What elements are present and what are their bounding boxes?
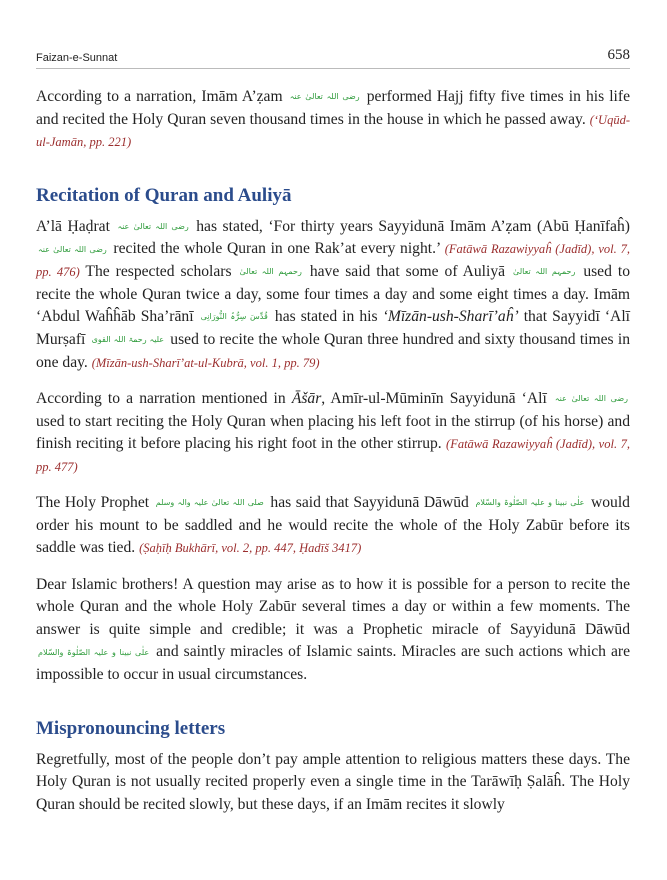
paragraph-mispronouncing: Regretfully, most of the people don’t pay ample attention to religious matters these days. The Holy Quran is not usually recited properly even a single time in the Tarāwīḥ Ṣalāĥ. The Holy Quran should be recited slowly, but these days, if an Imām recites it slowly — [36, 750, 630, 813]
paragraph-hajj: According to a narration, Imām A’ẓam رضی اللہ تعالیٰ عنہ performed Hajj fifty five times in his life and recited the Holy Quran seven thousand times in the house in which he passed away. (‘Uqūd-ul-Jamān, pp. 221) — [36, 88, 630, 150]
section-heading: Mispronouncing letters — [36, 717, 226, 739]
paragraph-auliya: A’lā Ḥaḍrat رضی اللہ تعالیٰ عنہ has stated, ‘For thirty years Sayyidunā Imām A’ẓam (Abū Ḥanīfaĥ) رضی اللہ تعالیٰ عنہ recited the whole Quran in one Rak’at every night.’ (Fatāwā Razawiyyaĥ (Jadīd), vol. 7, pp. 476) The respected scholars رحمہم اللہ تعالیٰ have said that some of Auliyā رحمہم اللہ تعالیٰ used to recite the whole Quran twice a day, some four times a day and some eight times a day. Imām ‘Abdul Waĥĥāb Sha’rānī قُدِّسَ سِرُّہُ النُّورَانِی has stated in his ‘Mīzān-ush-Sharī’aĥ’ that Sayyidī ‘Alī Murṣafī علیہ رحمۃ اللہ القوی used to recite the whole Quran three hundred and sixty thousand times in one day. (Mīzān-ush-Sharī’at-ul-Kubrā, vol. 1, pp. 79) — [36, 217, 631, 371]
honorific-radiyallah: رضی اللہ تعالیٰ عنہ — [289, 92, 360, 102]
paragraph-dawud: The Holy Prophet صلی اللہ تعالیٰ علیہ والہ وسلم has said that Sayyidunā Dāwūd علٰی نبینا و علیہ الصّلٰوۃ والسّلام would order his mount to be saddled and he would recite the whole of the Holy Zabūr before its saddle was tied. (Ṣaḥīḥ Bukhārī, vol. 2, pp. 447, Ḥadīš 3417) — [36, 494, 630, 557]
reference: (Fatāwā Razawiyyaĥ (Jadīd), vol. 7, pp. 476) — [36, 242, 631, 280]
book-title: ‘Mīzān-ush-Sharī’aĥ’ — [382, 308, 519, 326]
reference: (Fatāwā Razawiyyaĥ (Jadīd), vol. 7, pp. 477) — [36, 437, 630, 474]
honorific-quddisa: قُدِّسَ سِرُّہُ النُّورَانِی — [200, 312, 268, 322]
honorific-rahimahum: رحمہم اللہ تعالیٰ — [513, 267, 576, 277]
honorific-ala-nabiyyina: علٰی نبینا و علیہ الصّلٰوۃ والسّلام — [38, 647, 150, 657]
section-heading: Recitation of Quran and Auliyā — [36, 184, 292, 206]
honorific-radiyallah: رضی اللہ تعالیٰ عنہ — [554, 394, 629, 404]
reference: (‘Uqūd-ul-Jamān, pp. 221) — [36, 112, 630, 150]
honorific-radiyallah: رضی اللہ تعالیٰ عنہ — [38, 244, 107, 254]
honorific-radiyallah: رضی اللہ تعالیٰ عنہ — [117, 221, 189, 231]
honorific-ala-nabiyyina: علٰی نبینا و علیہ الصّلٰوۃ والسّلام — [475, 498, 585, 508]
running-title: Faizan-e-Sunnat — [36, 52, 118, 64]
honorific-salallahu: صلی اللہ تعالیٰ علیہ والہ وسلم — [155, 498, 264, 508]
reference: (Mīzān-ush-Sharī’at-ul-Kubrā, vol. 1, pp. 79) — [91, 355, 320, 370]
honorific-alayhi-rahmah: علیہ رحمۃ اللہ القوی — [91, 335, 165, 345]
page-header — [36, 44, 630, 69]
honorific-rahimahum: رحمہم اللہ تعالیٰ — [239, 267, 302, 277]
reference: (Ṣaḥīḥ Bukhārī, vol. 2, pp. 447, Ḥadīš 3417) — [139, 541, 362, 556]
paragraph-miracles: Dear Islamic brothers! A question may arise as to how it is possible for a person to recite the whole Quran and the whole Holy Zabūr several times a day or within a few moments. The answer is quite simple and credible; it was a Prophetic miracle of Sayyidunā Dāwūd علٰی نبینا و علیہ الصّلٰوۃ والسّلام and saintly miracles of Islamic saints. Miracles are such actions which are impossible to occur in usual circumstances. — [36, 575, 630, 684]
page-content — [36, 86, 630, 816]
book-title: Āšār — [291, 390, 322, 408]
page-number: 658 — [607, 47, 630, 63]
paragraph-ali: According to a narration mentioned in Āšār, Amīr-ul-Mūminīn Sayyidunā ‘Alī رضی اللہ تعالیٰ عنہ used to start reciting the Holy Quran when placing his left foot in the stirrup (of his horse) and finish reciting it before placing his right foot in the other stirrup. (Fatāwā Razawiyyaĥ (Jadīd), vol. 7, pp. 477) — [36, 390, 630, 474]
